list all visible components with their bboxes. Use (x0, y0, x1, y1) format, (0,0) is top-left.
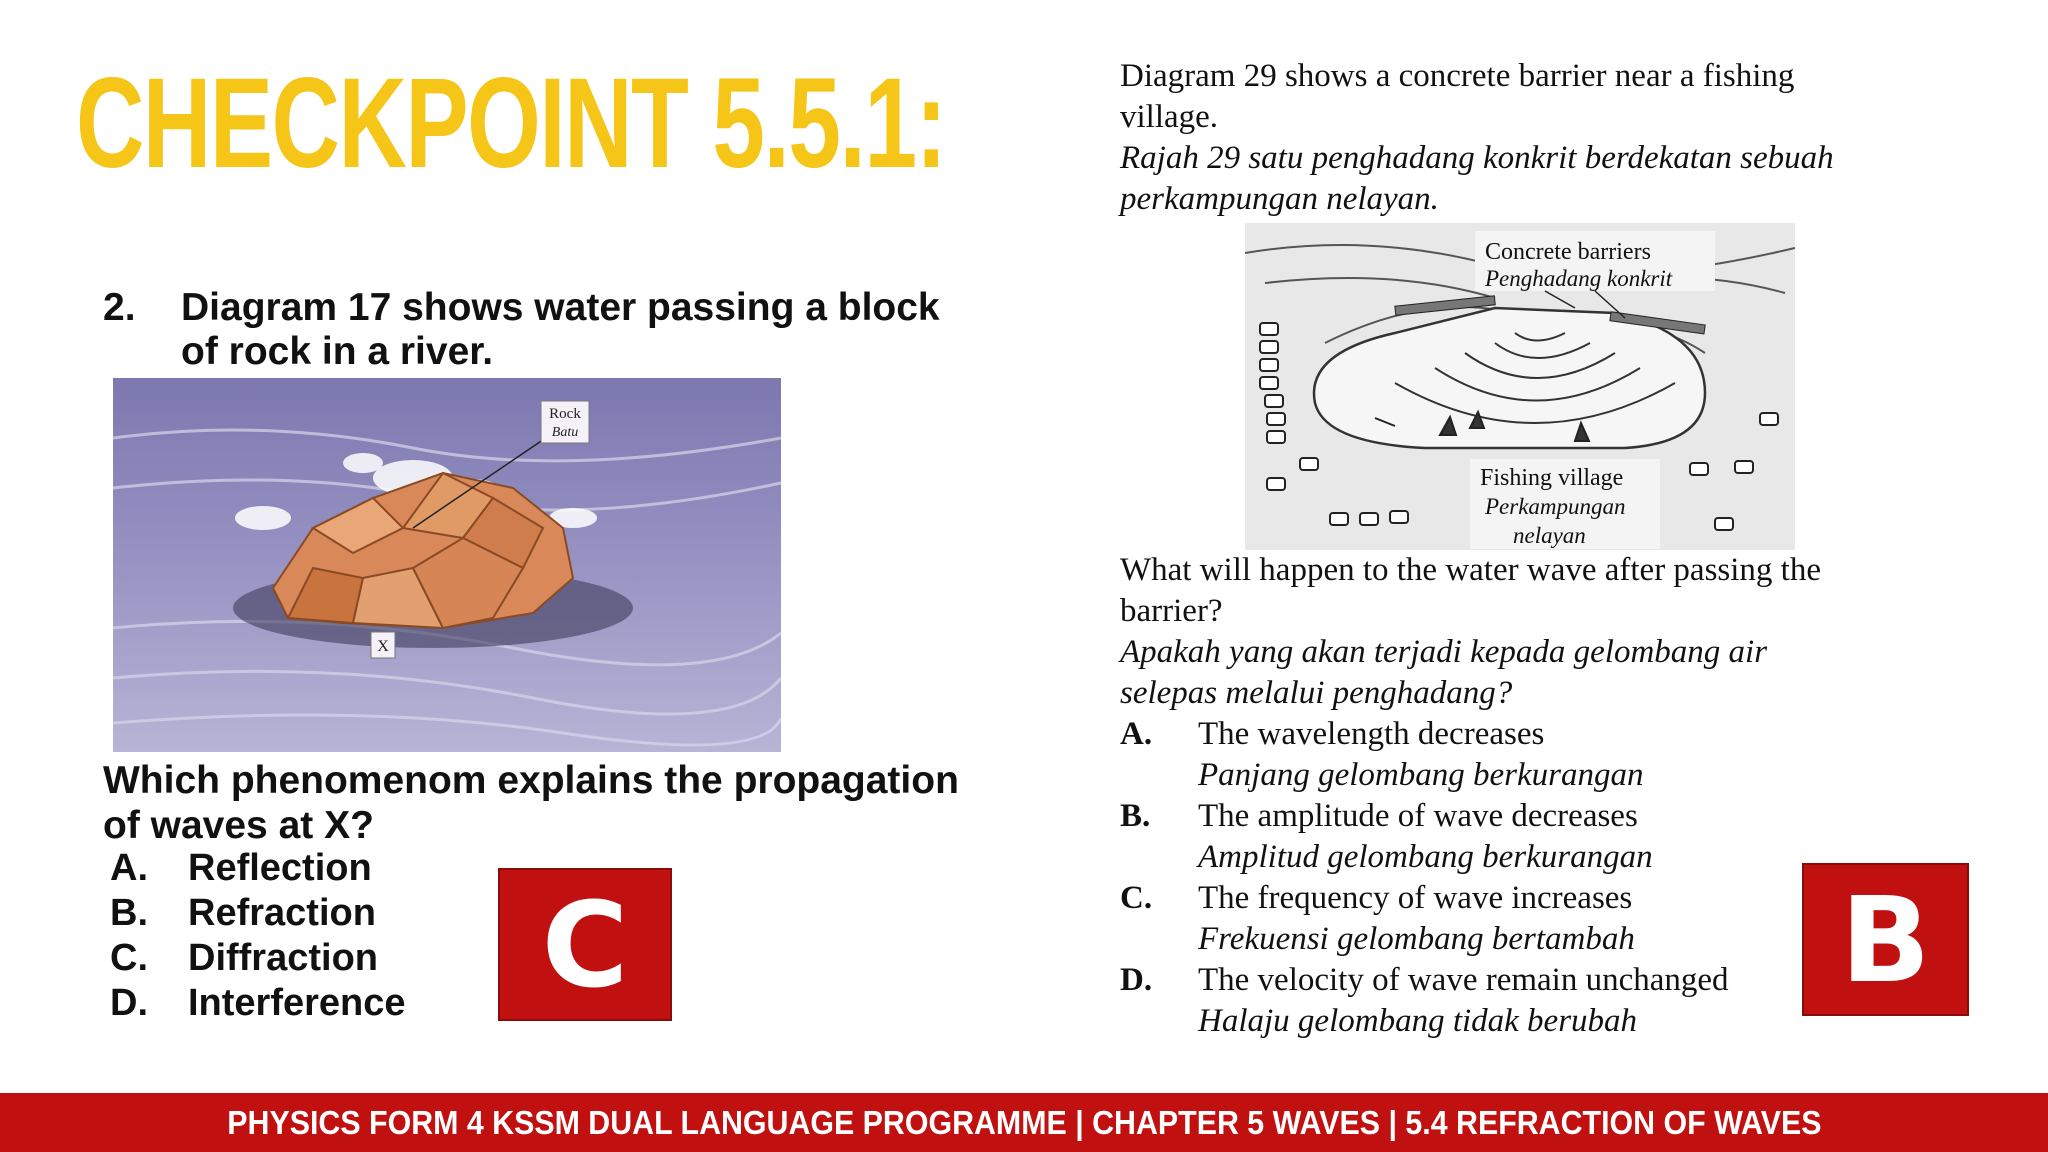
answer-box-right: B (1802, 863, 1969, 1016)
footer-banner (0, 1093, 2048, 1152)
intro-ms-1: Rajah 29 satu penghadang konkrit berdekatan sebuah (1120, 140, 1834, 176)
label-x: X (377, 638, 389, 655)
label-rock: Rock (549, 406, 581, 422)
label-nelayan: nelayan (1513, 523, 1586, 548)
question-number: 2. (103, 286, 136, 329)
label-fishing-village: Fishing village (1480, 465, 1624, 491)
left-question-2 (103, 758, 983, 848)
intro-en-1: Diagram 29 shows a concrete barrier near a fishing (1120, 58, 1795, 94)
right-options (1120, 714, 1820, 1042)
right-option-d: D. The velocity of wave remain unchanged Halaju gelombang tidak berubah (1120, 962, 1729, 1039)
question-en-2: barrier? (1120, 593, 1223, 629)
concrete-barrier-diagram (1245, 223, 1795, 550)
label-penghadang: Penghadang konkrit (1485, 266, 1673, 291)
label-batu: Batu (551, 425, 579, 440)
right-option-b: B. The amplitude of wave decreases Amplitud gelombang berkurangan (1120, 798, 1653, 875)
question-text (181, 286, 981, 374)
label-perkampungan: Perkampungan (1485, 494, 1626, 519)
right-intro (1120, 56, 1940, 220)
footer-text: PHYSICS FORM 4 KSSM DUAL LANGUAGE PROGRAMME | CHAPTER 5 WAVES | 5.4 REFRACTION OF WAVES (226, 1103, 1822, 1141)
label-concrete-barriers: Concrete barriers (1485, 239, 1651, 265)
answer-box-left: C (498, 868, 672, 1021)
intro-en-2: village. (1120, 99, 1219, 135)
question-line-1: Diagram 17 shows water passing a block (181, 286, 940, 329)
question2-line-2: of waves at X? (103, 804, 374, 847)
intro-ms-2: perkampungan nelayan. (1120, 181, 1439, 217)
question-line-2: of rock in a river. (181, 330, 494, 373)
question-ms-1: Apakah yang akan terjadi kepada gelombang air (1120, 634, 1768, 670)
question-en-1: What will happen to the water wave after passing the (1120, 552, 1821, 588)
question2-line-1: Which phenomenom explains the propagation (103, 759, 959, 802)
right-question (1120, 550, 1940, 714)
right-option-c: C. The frequency of wave increases Frekuensi gelombang bertambah (1120, 880, 1635, 957)
right-option-a: A. The wavelength decreases Panjang gelombang berkurangan (1120, 716, 1644, 793)
rock-river-diagram (113, 378, 781, 752)
slide-title: CHECKPOINT 5.5.1: (76, 52, 946, 195)
question-ms-2: selepas melalui penghadang? (1120, 675, 1513, 711)
